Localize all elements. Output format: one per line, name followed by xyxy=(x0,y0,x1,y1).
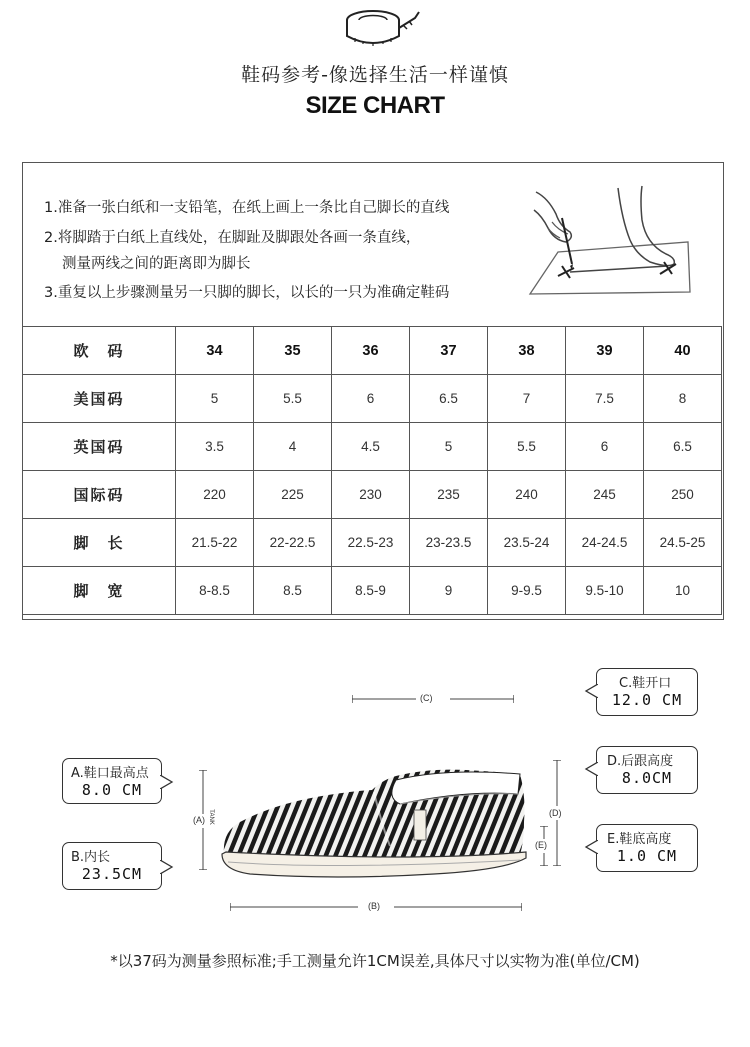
callout-arrow-d xyxy=(584,762,598,776)
callout-arrow-b xyxy=(160,860,174,874)
measure-box-d xyxy=(596,746,698,794)
tape-measure-icon xyxy=(345,8,421,50)
cell: 9-9.5 xyxy=(488,567,566,615)
cell: 5 xyxy=(176,375,254,423)
size-table xyxy=(22,326,722,615)
dimension-marker-d: (D) xyxy=(549,808,562,818)
cell: 6 xyxy=(566,423,644,471)
cell: 10 xyxy=(644,567,722,615)
instruction-step-1: 1.准备一张白纸和一支铅笔，在纸上画上一条比自己脚长的直线 xyxy=(44,200,450,216)
measure-box-b xyxy=(62,842,162,890)
cell: 5.5 xyxy=(254,375,332,423)
cell: 23.5-24 xyxy=(488,519,566,567)
cell: 35 xyxy=(254,327,332,375)
cell: 24-24.5 xyxy=(566,519,644,567)
callout-arrow-e xyxy=(584,840,598,854)
row-label: 脚 长 xyxy=(23,519,176,567)
page-subtitle: 鞋码参考-像选择生活一样谨慎 xyxy=(241,64,509,86)
size-row-uk xyxy=(23,423,722,471)
cell: 8.5 xyxy=(254,567,332,615)
cell: 245 xyxy=(566,471,644,519)
cell: 230 xyxy=(332,471,410,519)
size-row-foot-length xyxy=(23,519,722,567)
dimension-marker-a: (A) xyxy=(193,815,205,825)
cell: 38 xyxy=(488,327,566,375)
cell: 36 xyxy=(332,327,410,375)
dimension-marker-b: (B) xyxy=(368,901,380,911)
cell: 3.5 xyxy=(176,423,254,471)
cell: 21.5-22 xyxy=(176,519,254,567)
cell: 9.5-10 xyxy=(566,567,644,615)
measure-box-c xyxy=(596,668,698,716)
instruction-step-2-cont: 测量两线之间的距离即为脚长 xyxy=(62,256,251,272)
cell: 7 xyxy=(488,375,566,423)
measure-d-value: 8.0CM xyxy=(621,769,673,787)
cell: 240 xyxy=(488,471,566,519)
cell: 4 xyxy=(254,423,332,471)
foot-measuring-illustration xyxy=(518,180,698,300)
instruction-step-3: 3.重复以上步骤测量另一只脚的脚长，以长的一只为准确定鞋码 xyxy=(44,285,450,301)
size-row-us xyxy=(23,375,722,423)
size-row-intl xyxy=(23,471,722,519)
dimension-marker-c: (C) xyxy=(420,693,433,703)
cell: 235 xyxy=(410,471,488,519)
cell: 5.5 xyxy=(488,423,566,471)
row-label: 美国码 xyxy=(23,375,176,423)
cell: 6.5 xyxy=(644,423,722,471)
measure-b-value: 23.5CM xyxy=(81,865,143,883)
row-label: 欧 码 xyxy=(23,327,176,375)
cell: 8.5-9 xyxy=(332,567,410,615)
cell: 4.5 xyxy=(332,423,410,471)
dimension-marker-e: (E) xyxy=(535,840,547,850)
cell: 220 xyxy=(176,471,254,519)
measure-d-label: D.后跟高度 xyxy=(607,754,674,769)
row-label: 国际码 xyxy=(23,471,176,519)
measure-box-a xyxy=(62,758,162,804)
cell: 6 xyxy=(332,375,410,423)
footnote: *以37码为测量参照标准;手工测量允许1CM误差,具体尺寸以实物为准(单位/CM) xyxy=(110,952,640,970)
cell: 9 xyxy=(410,567,488,615)
measure-e-value: 1.0 CM xyxy=(616,847,678,865)
measure-a-label: A.鞋口最高点 xyxy=(71,766,149,781)
cell: 7.5 xyxy=(566,375,644,423)
cell: 8 xyxy=(644,375,722,423)
measure-a-value: 8.0 CM xyxy=(81,781,143,799)
cell: 250 xyxy=(644,471,722,519)
measure-c-label: C.鞋开口 xyxy=(619,676,672,691)
cell: 22.5-23 xyxy=(332,519,410,567)
cell: 8-8.5 xyxy=(176,567,254,615)
cell: 39 xyxy=(566,327,644,375)
dimension-line-c xyxy=(352,692,514,706)
cell: 22-22.5 xyxy=(254,519,332,567)
measure-box-e xyxy=(596,824,698,872)
page-title: SIZE CHART xyxy=(305,92,445,119)
cell: 225 xyxy=(254,471,332,519)
measure-e-label: E.鞋底高度 xyxy=(607,832,672,847)
cell: 34 xyxy=(176,327,254,375)
measure-c-value: 12.0 CM xyxy=(611,691,683,709)
row-label: 脚 宽 xyxy=(23,567,176,615)
cell: 23-23.5 xyxy=(410,519,488,567)
instruction-step-2: 2.将脚踏于白纸上直线处，在脚趾及脚跟处各画一条直线， xyxy=(44,230,421,246)
cell: 40 xyxy=(644,327,722,375)
size-row-eu xyxy=(23,327,722,375)
cell: 37 xyxy=(410,327,488,375)
size-row-foot-width xyxy=(23,567,722,615)
cell: 5 xyxy=(410,423,488,471)
cell: 6.5 xyxy=(410,375,488,423)
shoe-tag: TANK xyxy=(207,809,214,825)
measure-b-label: B.内长 xyxy=(71,850,111,865)
callout-arrow-c xyxy=(584,684,598,698)
cell: 24.5-25 xyxy=(644,519,722,567)
callout-arrow-a xyxy=(160,775,174,789)
striped-shoe-image xyxy=(214,766,532,884)
row-label: 英国码 xyxy=(23,423,176,471)
